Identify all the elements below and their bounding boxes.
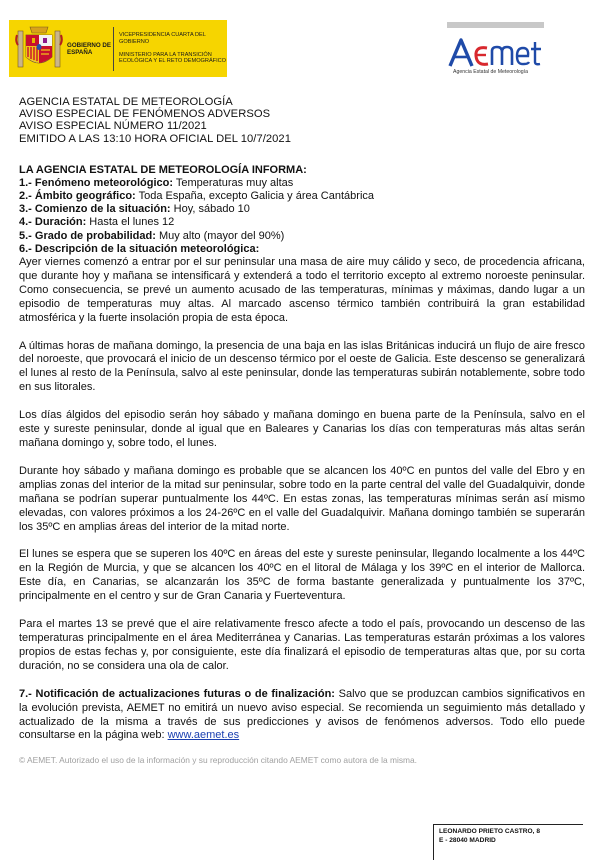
list-item (19, 203, 585, 216)
aemet-wordmark-icon (447, 36, 547, 70)
vice-label: VICEPRESIDENCIA CUARTA DEL GOBIERNO (119, 32, 206, 45)
item-label: 1.- Fenómeno meteorológico: (19, 176, 174, 189)
list-item (19, 177, 585, 190)
notification-label: 7.- Notificación de actualizaciones futuras o de finalización: (19, 687, 335, 700)
doc-header-line: AVISO ESPECIAL NÚMERO 11/2021 (19, 120, 207, 133)
list-item (19, 216, 585, 229)
aemet-website-link[interactable]: www.aemet.es (167, 729, 240, 742)
doc-header-line: EMITIDO A LAS 13:10 HORA OFICIAL DEL 10/7/2021 (19, 132, 291, 145)
paragraph: Para el martes 13 se prevé que el aire relativamente fresco afecte a todo el país, provocando un descenso de las temperaturas principalmente en el área Mediterránea y Canarias. Las temperaturas estarán próximas a los valores propios de estas fechas y, por consiguiente, este día finalizará el episodio de temperaturas altas que, por su corta duración, no se considera una ola de calor. (19, 618, 585, 672)
item-label: 4.- Duración: (19, 216, 87, 229)
doc-header-line: AVISO ESPECIAL DE FENÓMENOS ADVERSOS (19, 108, 271, 121)
item-label: 5.- Grado de probabilidad: (19, 229, 156, 242)
list-item (19, 190, 585, 203)
item-value: Hoy, sábado 10 (170, 203, 250, 216)
paragraph: Los días álgidos del episodio serán hoy sábado y mañana domingo en buena parte de la Península, salvo en el este y sureste peninsular, donde al igual que en Baleares y Canarias los días con temperaturas más altas serán mañana domingo y, sobre todo, el lunes. (19, 409, 585, 449)
aemet-logo-bar (447, 22, 544, 28)
item-value: Toda España, excepto Galicia y área Cantábrica (135, 190, 375, 203)
item-label: 2.- Ámbito geográfico: (19, 190, 136, 203)
document-body (19, 96, 585, 743)
notification-paragraph (19, 688, 585, 744)
notification-text: Salvo que se produzcan cambios significativos en la evolución prevista, AEMET no emitirá un nuevo aviso especial. Se recomienda un seguimiento más detallado y actualizado de la misma a través de sus predicciones y avisos de fenómenos adversos. Todo ello puede consultarse en la página web: (19, 687, 585, 742)
item-label: 3.- Comienzo de la situación: (19, 203, 171, 216)
item-value: Hasta el lunes 12 (86, 216, 175, 229)
address-line: LEONARDO PRIETO CASTRO, 8 (439, 828, 540, 835)
doc-header-line: AGENCIA ESTATAL DE METEOROLOGÍA (19, 96, 233, 108)
ministry-label: MINISTERIO PARA LA TRANSICIÓN ECOLÓGICA Y EL RETO DEMOGRÁFICO (119, 51, 227, 65)
coat-of-arms-icon (15, 23, 63, 75)
item-value: Temperaturas muy altas (173, 176, 294, 189)
aemet-logo (447, 22, 547, 80)
informa-title: LA AGENCIA ESTATAL DE METEOROLOGÍA INFORMA: (19, 163, 307, 176)
item-label: 6.- Descripción de la situación meteorológica: (19, 242, 260, 255)
aemet-subtitle: Agencia Estatal de Meteorología (453, 69, 528, 75)
gov-label: GOBIERNO DE ESPAÑA (67, 41, 112, 56)
item-value: Muy alto (mayor del 90%) (155, 229, 285, 242)
list-item (19, 230, 585, 243)
paragraph: Durante hoy sábado y mañana domingo es probable que se alcancen los 40ºC en puntos del valle del Ebro y en amplias zonas del interior de la mitad sur peninsular, sobre todo en la parte central del valle del Guadalquivir, donde mañana se podrían superar puntualmente los 44ºC. En estas zonas, las temperaturas mínimas serán así mismo elevadas, con valores próximos a los 24-26ºC en el valle del Guadalquivir. Mañana domingo también se superarán los 35ºC en amplias áreas del interior de la mitad norte. (19, 464, 585, 533)
copyright-note: © AEMET. Autorizado el uso de la información y su reproducción citando AEMET como autora de la misma. (19, 755, 417, 765)
ministry-block (119, 32, 227, 64)
government-header (9, 20, 227, 77)
address-block (433, 824, 583, 860)
header-divider (113, 27, 114, 71)
paragraph: El lunes se espera que se superen los 40ºC en áreas del este y sureste peninsular, llegando localmente a los 44ºC en la Región de Murcia, y que se alcancen los 40ºC en el litoral de Málaga y los 39ºC en el interior de Mallorca. Este día, en Canarias, se alcanzarán los 35ºC de forma bastante generalizada y puntualmente los 37ºC, principalmente en el centro y sur de Gran Canaria y Fuerteventura. (19, 548, 585, 603)
address-line: E - 28040 MADRID (439, 837, 496, 844)
paragraph: A últimas horas de mañana domingo, la presencia de una baja en las islas Británicas inducirá un flujo de aire fresco del noroeste, que provocará el inicio de un descenso térmico por el oeste de Galicia. Este descenso se generalizará el lunes al resto de la Península, salvo al este peninsular, donde las temperaturas subirán notablemente, sobre todo en sus litorales. (19, 339, 585, 394)
paragraph: Ayer viernes comenzó a entrar por el sur peninsular una masa de aire muy cálido y seco, de procedencia africana, que durante hoy y mañana se intensificará y extenderá a todo el territorio excepto al extremo noroeste peninsular. Como consecuencia, se prevé un aumento acusado de las temperaturas, mínimas y máximas, dando lugar a un episodio de temperaturas muy altas. Al marcado ascenso térmico también contribuirá la gran estabilidad atmosférica y la fuerte insolación propia de esta época. (19, 256, 585, 324)
list-item (19, 243, 585, 256)
